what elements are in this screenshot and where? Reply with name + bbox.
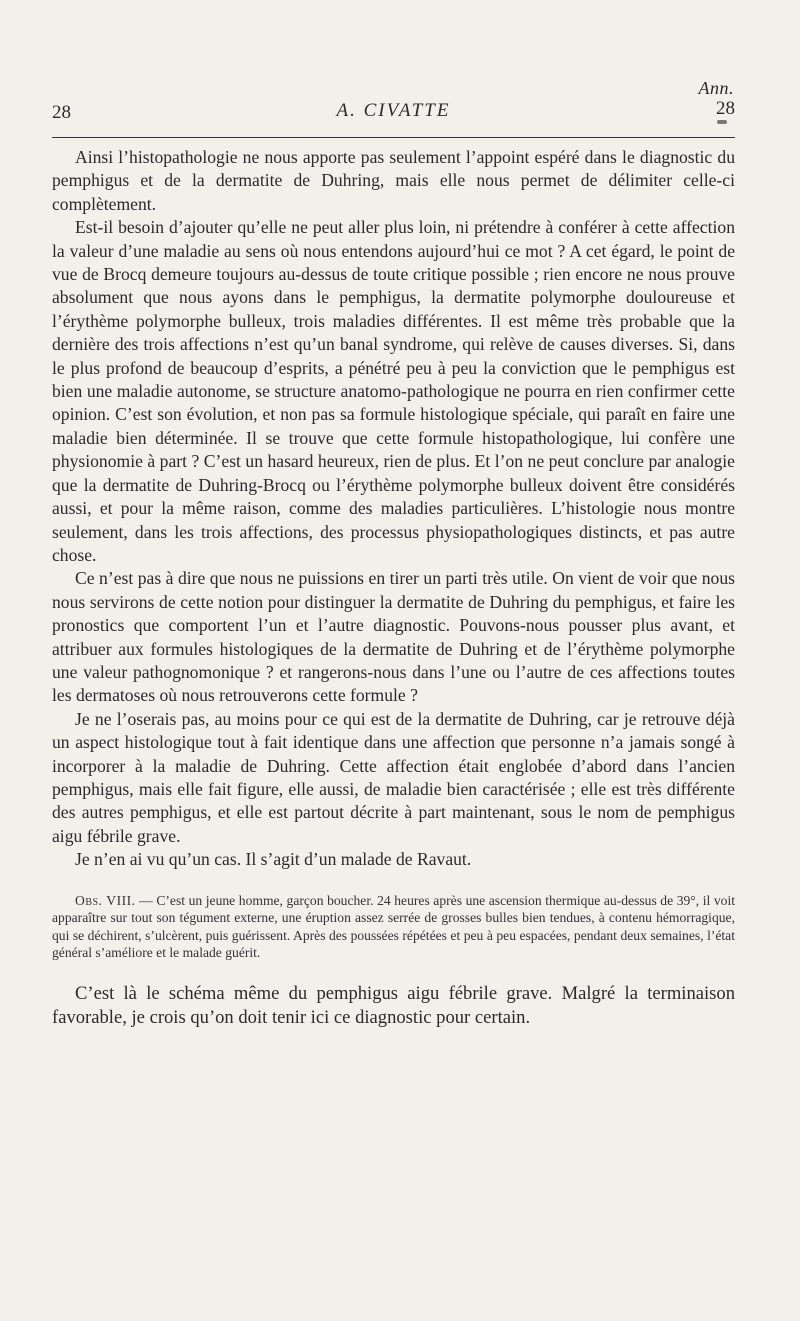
body-paragraph: Je n’en ai vu qu’un cas. Il s’agit d’un malade de Ravaut.	[75, 849, 472, 870]
header-rule	[52, 137, 735, 138]
library-stamp-mark	[717, 120, 727, 124]
observation-label: Obs. VIII.	[75, 892, 136, 908]
conclusion-paragraph: C’est là le schéma même du pemphigus aigu fébrile grave. Malgré la terminaison favorable, je crois qu’on doit tenir ici ce diagnostic pour certain.	[52, 982, 735, 1028]
observation-text: — C’est un jeune homme, garçon boucher. 24 heures après une ascension thermique au-dessus de 39°, il voit apparaître sur tout son tégument externe, une éruption assez serrée de grosses bulles bien tendues, à contenu hémorragique, qui se déchirent, s’ulcèrent, puis guérissent. Après des poussées répétées et peu à peu espacées, pendant deux semaines, l’état général s’améliore et le malade guérit.	[52, 892, 735, 961]
body-paragraph: Ce n’est pas à dire que nous ne puissions en tirer un parti très utile. On vient de voir que nous nous servirons de cette notion pour distinguer la dermatite de Duhring du pemphigus, et faire les pronostics que comportent l’un et l’autre diagnostic. Pouvons-nous pousser plus avant, et attribuer aux formules histologiques de la dermatite de Duhring et de l’érythème polymorphe une valeur pathognomonique ? et rangerons-nous dans l’une ou l’autre de ces affections toutes les dermatoses où nous retrouverons cette formule ?	[52, 568, 735, 706]
body-paragraph: Je ne l’oserais pas, au moins pour ce qui est de la dermatite de Duhring, car je retrouve déjà un aspect histologique tout à fait identique dans une affection que personne n’a jamais songé à incorporer à la maladie de Duhring. Cette affection était englobée d’abord dans l’ancien pemphigus, mais elle fait figure, elle aussi, de maladie bien caractérisée ; elle est très différente des autres pemphigus, et elle est partout décrite à part maintenant, sous le nom de pemphigus aigu fébrile grave.	[52, 708, 735, 846]
page-number-right: 28	[716, 98, 735, 119]
body-paragraph: Est-il besoin d’ajouter qu’elle ne peut aller plus loin, ni prétendre à conférer à cette affection la valeur d’une maladie au sens où nous entendons aujourd’hui ce mot ? A cet égard, le point de vue de Brocq demeure toujours au-dessus de toute critique possible ; rien encore ne nous prouve absolument que nous ayons dans le pemphigus, la dermatite polymorphe douloureuse et l’érythème polymorphe bulleux, trois maladies différentes. Il est même très probable que la dernière des trois affections n’est qu’un banal syndrome, qui relève de causes diverses. Si, dans le plus profond de beaucoup d’esprits, a pénétré peu à peu la conviction que le pemphigus est bien une maladie autonome, se structure anatomo-pathologique ne pourra en rien confirmer cette opinion. C’est son évolution, et non pas sa formule histologique spéciale, qui paraît en faire une maladie bien déterminée. Il se trouve que cette formule histopathologique, lui confère une physionomie à part ? C’est un hasard heureux, rien de plus. Et l’on ne peut conclure par analogie que la dermatite de Duhring-Brocq ou l’érythème polymorphe bulleux doivent être considérés aussi, et pour la même raison, comme des maladies particulières. L’histologie nous montre seulement, dans les trois affections, des processus physiopathologiques distincts, et pas autre chose.	[52, 217, 735, 565]
margin-annotation: Ann.	[698, 78, 734, 98]
page-number-left: 28	[52, 102, 71, 123]
page-header	[52, 98, 735, 128]
page-body	[52, 146, 735, 1030]
running-title: A. CIVATTE	[336, 100, 451, 121]
body-paragraph: Ainsi l’histopathologie ne nous apporte pas seulement l’appoint espéré dans le diagnostic du pemphigus et de la dermatite de Duhring, mais elle nous permet de délimiter celle-ci complètement.	[52, 147, 735, 214]
observation-note	[52, 892, 735, 962]
